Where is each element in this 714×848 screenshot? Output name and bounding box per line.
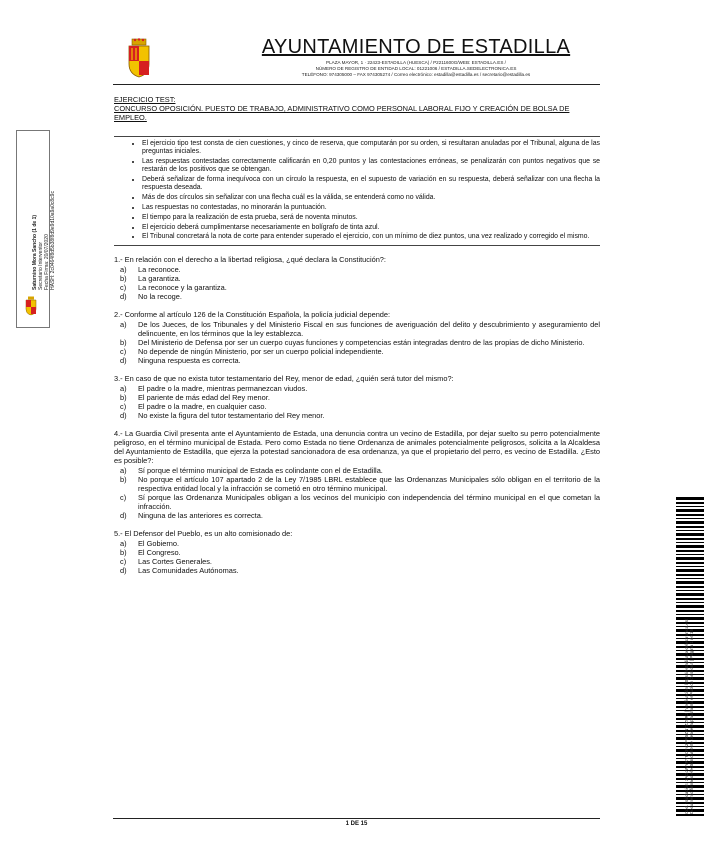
option-letter: d): [120, 511, 127, 521]
barcode-bar: [676, 554, 704, 555]
question: [114, 374, 600, 420]
answer-option: [114, 393, 600, 402]
option-text: De los Jueces, de los Tribunales y del Ministerio Fiscal en sus funciones de averiguación del delito y descubrimiento y aseguramiento del delincuente, en los términos que la ley establezca.: [138, 320, 600, 339]
letterhead: [113, 36, 600, 85]
answer-option: [114, 466, 600, 475]
option-text: Ninguna respuesta es correcta.: [138, 356, 241, 366]
barcode-bar: [676, 566, 704, 567]
answer-option: [114, 356, 600, 365]
answer-option: [114, 411, 600, 420]
answer-option: [114, 320, 600, 338]
instruction-item: • El ejercicio tipo test consta de cien cuestiones, y cinco de reserva, que computarán por su orden, si resultaran anuladas por el Tribunal, alguna de las preguntas iniciales.: [142, 140, 600, 157]
option-letter: a): [120, 384, 127, 394]
barcode-bar: [676, 614, 704, 615]
answer-option: [114, 511, 600, 520]
answer-option: [114, 347, 600, 356]
instruction-item: • El ejercicio deberá cumplimentarse necesariamente en bolígrafo de tinta azul.: [142, 224, 600, 232]
answer-option: [114, 493, 600, 511]
barcode-bar: [676, 514, 704, 516]
option-text: El Congreso.: [138, 548, 181, 558]
option-text: Ninguna de las anteriores es correcta.: [138, 511, 263, 521]
option-letter: d): [120, 411, 127, 421]
barcode-bar: [676, 569, 704, 572]
barcode-bar: [676, 814, 704, 816]
question: [114, 255, 600, 301]
option-letter: a): [120, 539, 127, 549]
exam-heading: CONCURSO OPOSICIÓN. PUESTO DE TRABAJO, ADMINISTRATIVO COMO PERSONAL LABORAL FIJO Y CREACIÓN DE BOLSA DE EMPLEO.: [114, 104, 570, 122]
barcode-bar: [676, 610, 704, 612]
option-text: La reconoce y la garantiza.: [138, 283, 227, 293]
question: [114, 429, 600, 520]
option-letter: c): [120, 347, 127, 357]
answer-option: [114, 539, 600, 548]
answer-options: [114, 466, 600, 520]
option-text: No existe la figura del tutor testamentario del Rey menor.: [138, 411, 325, 421]
answer-option: [114, 402, 600, 411]
barcode-bar: [676, 497, 704, 500]
answer-option: [114, 274, 600, 283]
answer-option: [114, 338, 600, 347]
barcode-bar: [676, 557, 704, 560]
barcode-bar: [676, 538, 704, 540]
instruction-item: • Las respuestas contestadas correctamente calificarán en 0,20 puntos y las contestaciones erróneas, se penalizarán con puntos negativos que se restarán de los positivos que se obtengan.: [142, 158, 600, 175]
signature-crest-icon: [24, 296, 38, 316]
option-letter: d): [120, 292, 127, 302]
validation-code: Cód. Validación: 3ADJWYRYRCF4ZPR5ZN7ZZ9RJ | Verificación: https://estadilla.sedelectronica.es/: [684, 618, 689, 814]
registry-line: NÚMERO DE REGISTRO DE ENTIDAD LOCAL: 01221006 / ESTADILLA.SEDELECTRONICA.ES: [315, 66, 517, 71]
signer-name: Saturnino Mora Sancho (1 de 1): [32, 214, 38, 290]
signer-role: Secretario Interventor: [38, 241, 44, 290]
instructions-box: [114, 136, 600, 246]
barcode-bar: [676, 578, 704, 579]
contact-line: TELÉFONO: 974305000 – FAX 974305274 / Correo electrónico: estadilla@estadilla.es / secretario@estadilla.es: [301, 72, 531, 77]
signature-text: [32, 191, 56, 290]
answer-option: [114, 548, 600, 557]
barcode-bar: [676, 542, 704, 543]
option-letter: d): [120, 356, 127, 366]
page-title: AYUNTAMIENTO DE ESTADILLA: [261, 36, 571, 58]
barcode-bar: [676, 602, 704, 603]
answer-option: [114, 292, 600, 301]
option-letter: b): [120, 393, 127, 403]
instructions-list: [114, 140, 600, 242]
address-line: PLAZA MAYOR, 1 · 22423-ESTADILLA (HUESCA) / P2211600G/WEB: ESTADILLA.ES /: [326, 60, 506, 65]
option-text: El pariente de más edad del Rey menor.: [138, 393, 270, 403]
barcode-bar: [676, 502, 704, 504]
answer-option: [114, 566, 600, 575]
answer-option: [114, 283, 600, 292]
barcode-bar: [676, 562, 704, 564]
option-text: El Gobierno.: [138, 539, 180, 549]
test-title: EJERCICIO TEST:: [114, 95, 176, 104]
option-text: La garantiza.: [138, 274, 181, 284]
barcode-bar: [676, 533, 704, 536]
question: [114, 529, 600, 575]
barcode-bar: [676, 586, 704, 588]
option-text: Las Comunidades Autónomas.: [138, 566, 239, 576]
barcode-bar: [676, 545, 704, 548]
option-letter: b): [120, 274, 127, 284]
answer-options: [114, 539, 600, 575]
barcode-bar: [676, 530, 704, 531]
exam-document: [114, 95, 600, 575]
instruction-item: • Deberá señalizar de forma inequívoca con un círculo la respuesta, en el supuesto de variación en su respuesta, deberá señalizar con una flecha la respuesta deseada.: [142, 176, 600, 193]
option-letter: b): [120, 338, 127, 348]
barcode-bar: [676, 581, 704, 584]
barcode-bar: [676, 593, 704, 596]
signature-hash: HASH: 2c0464f8d5b38f8d9e9d10a9a0c8c9c: [50, 191, 56, 290]
option-letter: a): [120, 265, 127, 275]
barcode-bar: [676, 574, 704, 576]
questions-list: [114, 255, 600, 575]
option-text: Las Cortes Generales.: [138, 557, 212, 567]
answer-option: [114, 265, 600, 274]
barcode-bar: [676, 518, 704, 519]
question-text: 5.- El Defensor del Pueblo, es un alto comisionado de:: [114, 529, 293, 539]
answer-options: [114, 384, 600, 420]
option-letter: c): [120, 402, 127, 412]
option-letter: b): [120, 475, 127, 485]
option-letter: c): [120, 557, 127, 567]
barcode-bar: [676, 521, 704, 524]
barcode-bar: [676, 598, 704, 600]
instruction-item: • El tiempo para la realización de esta prueba, será de noventa minutos.: [142, 214, 600, 222]
option-letter: c): [120, 283, 127, 293]
instruction-item: • El Tribunal concretará la nota de corte para entender superado el ejercicio, con un mínimo de diez puntos, una vez realizado y corregido el mismo.: [142, 233, 600, 241]
question-text: 4.- La Guardia Civil presenta ante el Ayuntamiento de Estada, una denuncia contra un vecino de Estadilla, por dejar suelto su perro potencialmente peligroso, en el término municipal de Estada. Pero como Estada no tiene Ordenanza de animales potencialmente peligrosos, solicita a la Alcaldesa del Ayuntamiento de Estadilla, que ejerza la potestad sancionadora de esa ordenanza, ya que el propietario del perro, es vecino de Estadilla. ¿Esto es posible?:: [114, 429, 600, 466]
barcode-bar: [676, 526, 704, 528]
instruction-item: • Más de dos círculos sin señalizar con una flecha cuál es la válida, se entenderá como no válida.: [142, 194, 600, 202]
question-text: 1.- En relación con el derecho a la libertad religiosa, ¿qué declara la Constitución?:: [114, 255, 386, 265]
option-text: La reconoce.: [138, 265, 181, 275]
option-text: Del Ministerio de Defensa por ser un cuerpo cuyas funciones y competencias están integradas dentro de las propias de dicho Ministerio.: [138, 338, 585, 348]
option-text: No la recoge.: [138, 292, 182, 302]
answer-options: [114, 320, 600, 365]
option-text: Sí porque el término municipal de Estada es colindante con el de Estadilla.: [138, 466, 383, 476]
answer-option: [114, 557, 600, 566]
option-text: No porque el artículo 107 apartado 2 de la Ley 7/1985 LBRL establece que las Ordenanzas Municipales sólo obligan en el territorio de la respectiva entidad local y la infracción se cometió en otro término municipal.: [138, 475, 600, 494]
question: [114, 310, 600, 365]
question-text: 3.- En caso de que no exista tutor testamentario del Rey, menor de edad, ¿quién será tutor del mismo?:: [114, 374, 454, 384]
option-letter: a): [120, 320, 127, 330]
option-letter: d): [120, 566, 127, 576]
answer-option: [114, 475, 600, 493]
validation-code-text: [684, 619, 695, 814]
signature-date: Fecha Firma: 20/07/2020: [44, 234, 50, 290]
option-text: El padre o la madre, mientras permanezcan viudos.: [138, 384, 308, 394]
instruction-item: • Las respuestas no contestadas, no minorarán la puntuación.: [142, 204, 600, 212]
answer-option: [114, 384, 600, 393]
electronic-signature-note: Documento firmado electrónicamente desde la plataforma esPublico Gestiona | Página 1 de 15: [689, 629, 695, 814]
answer-options: [114, 265, 600, 301]
option-text: Sí porque las Ordenanza Municipales obligan a los vecinos del municipio con independencia del término municipal en el que cometan la infracción.: [138, 493, 600, 512]
option-letter: c): [120, 493, 127, 503]
option-text: No depende de ningún Ministerio, por ser un cuerpo policial independiente.: [138, 347, 384, 357]
question-text: 2.- Conforme al artículo 126 de la Constitución Española, la policía judicial depende:: [114, 310, 391, 320]
barcode-bar: [676, 506, 704, 507]
barcode-bar: [676, 605, 704, 608]
barcode-bar: [676, 550, 704, 552]
option-letter: a): [120, 466, 127, 476]
coat-of-arms-icon: [125, 38, 153, 78]
option-letter: b): [120, 548, 127, 558]
page-number: 1 DE 15: [113, 818, 600, 827]
barcode-bar: [676, 590, 704, 591]
barcode-bar: [676, 509, 704, 512]
option-text: El padre o la madre, en cualquier caso.: [138, 402, 267, 412]
